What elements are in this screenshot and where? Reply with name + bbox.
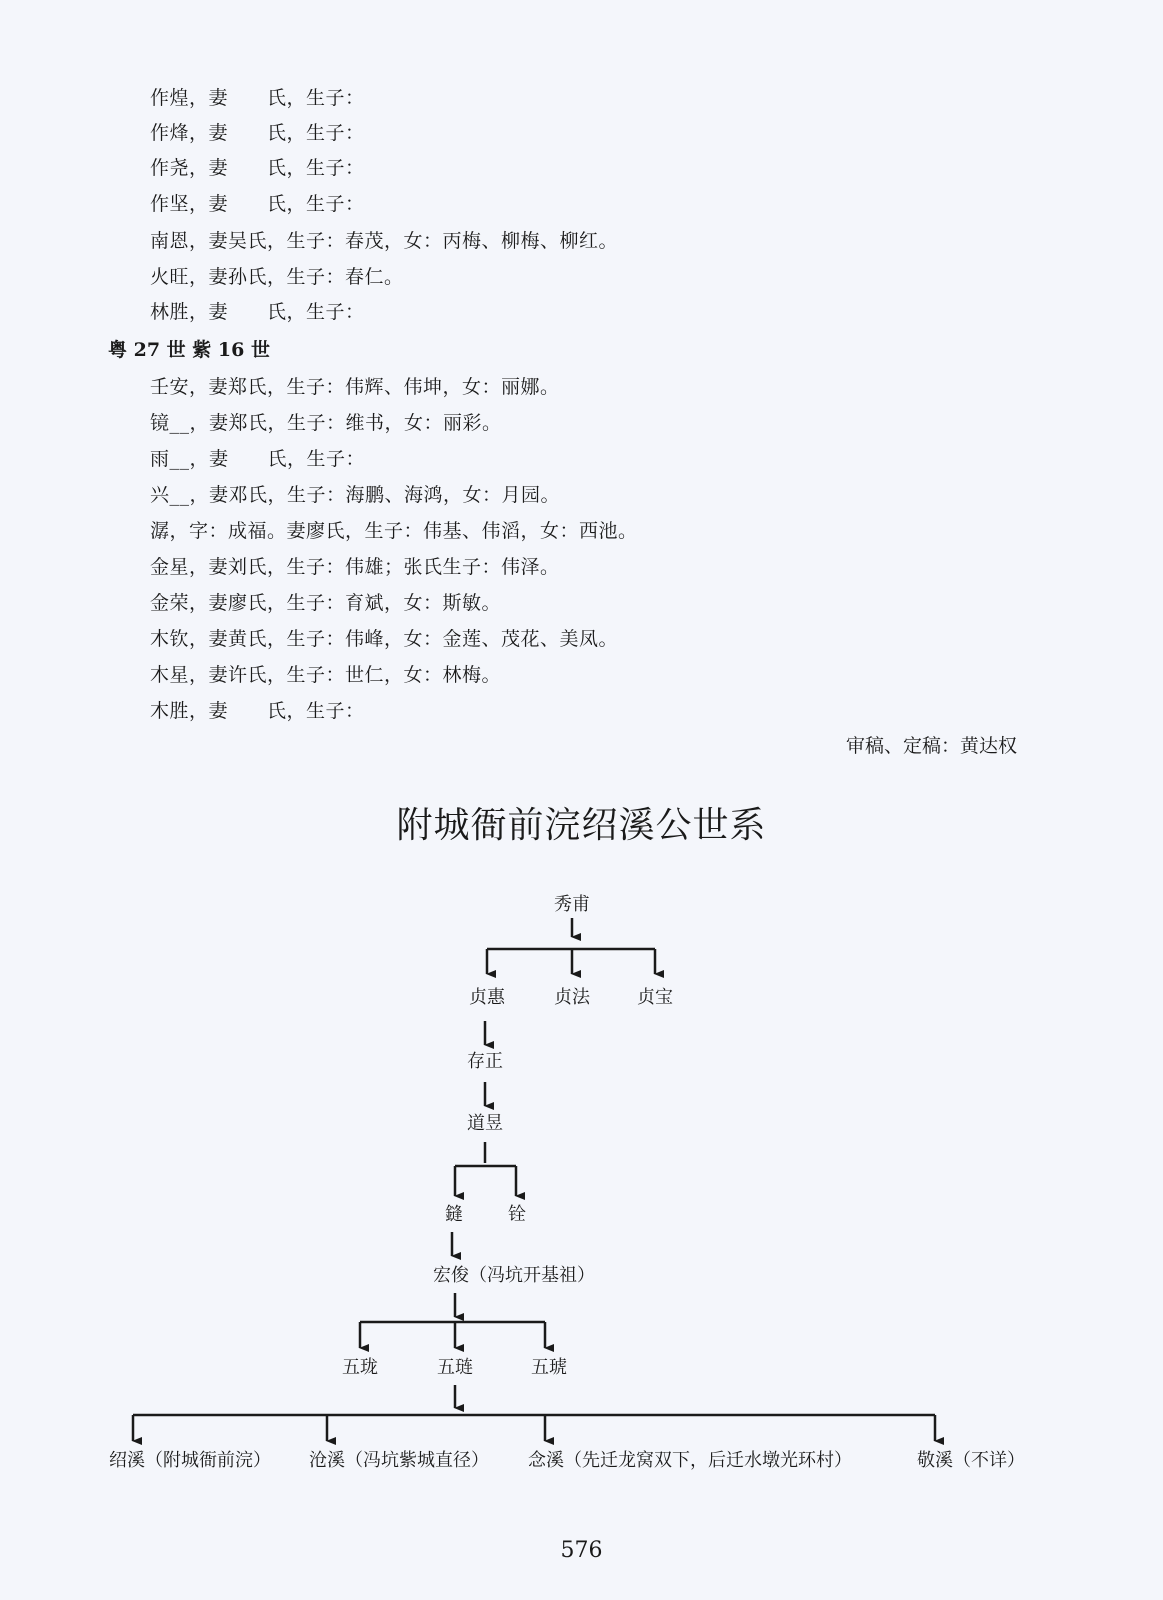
entry-line: 兴__，妻邓氏，生子：海鹏、海鸿，女：月园。 [150, 484, 561, 506]
entry-line: 火旺，妻孙氏，生子：春仁。 [150, 266, 404, 288]
tree-node: 存正 [467, 1051, 503, 1072]
entry-line: 雨__，妻 氏，生子： [150, 448, 366, 470]
entry-line: 林胜，妻 氏，生子： [150, 301, 365, 323]
entry-line: 镜__，妻郑氏，生子：维书，女：丽彩。 [150, 412, 502, 434]
tree-node: 鏠 [445, 1204, 463, 1225]
tree-node: 绍溪（附城衙前浣） [109, 1450, 271, 1471]
tree-node: 敬溪（不详） [917, 1450, 1025, 1471]
entry-line: 作尧，妻 氏，生子： [150, 157, 365, 179]
tree-node: 道昱 [467, 1113, 503, 1134]
tree-node: 贞惠 [469, 987, 505, 1008]
entry-line: 木胜，妻 氏，生子： [150, 700, 365, 722]
entry-line: 金荣，妻廖氏，生子：育斌，女：斯敏。 [150, 592, 502, 614]
entry-line: 南恩，妻吴氏，生子：春茂，女：丙梅、柳梅、柳红。 [150, 230, 619, 252]
tree-node: 铨 [508, 1204, 526, 1225]
page-number: 576 [560, 1538, 603, 1563]
tree-node: 宏俊（冯坑开基祖） [433, 1265, 595, 1286]
entry-line: 壬安，妻郑氏，生子：伟辉、伟坤，女：丽娜。 [150, 376, 560, 398]
review-credit: 审稿、定稿：黄达权 [846, 735, 1018, 757]
entry-line: 潺，字：成福。妻廖氏，生子：伟基、伟滔，女：西池。 [150, 520, 638, 542]
tree-node: 五琏 [437, 1357, 473, 1378]
tree-node: 贞法 [554, 987, 590, 1008]
tree-node: 贞宝 [637, 987, 673, 1008]
entry-line: 作坚，妻 氏，生子： [150, 193, 365, 215]
tree-node-root: 秀甫 [554, 894, 590, 915]
entry-line: 作烽，妻 氏，生子： [150, 122, 365, 144]
generation-heading: 粤 27 世 紫 16 世 [108, 339, 270, 361]
entry-line: 作煌，妻 氏，生子： [150, 87, 365, 109]
page-title: 附城衙前浣绍溪公世系 [396, 805, 767, 846]
entry-line: 木钦，妻黄氏，生子：伟峰，女：金莲、茂花、美凤。 [150, 628, 619, 650]
tree-node: 沧溪（冯坑紫城直径） [309, 1450, 489, 1471]
tree-node: 五琥 [531, 1357, 567, 1378]
entry-line: 金星，妻刘氏，生子：伟雄；张氏生子：伟泽。 [150, 556, 560, 578]
tree-node: 念溪（先迁龙窝双下，后迁水墩光环村） [528, 1450, 852, 1471]
tree-node: 五珑 [342, 1357, 378, 1378]
entry-line: 木星，妻许氏，生子：世仁，女：林梅。 [150, 664, 502, 686]
